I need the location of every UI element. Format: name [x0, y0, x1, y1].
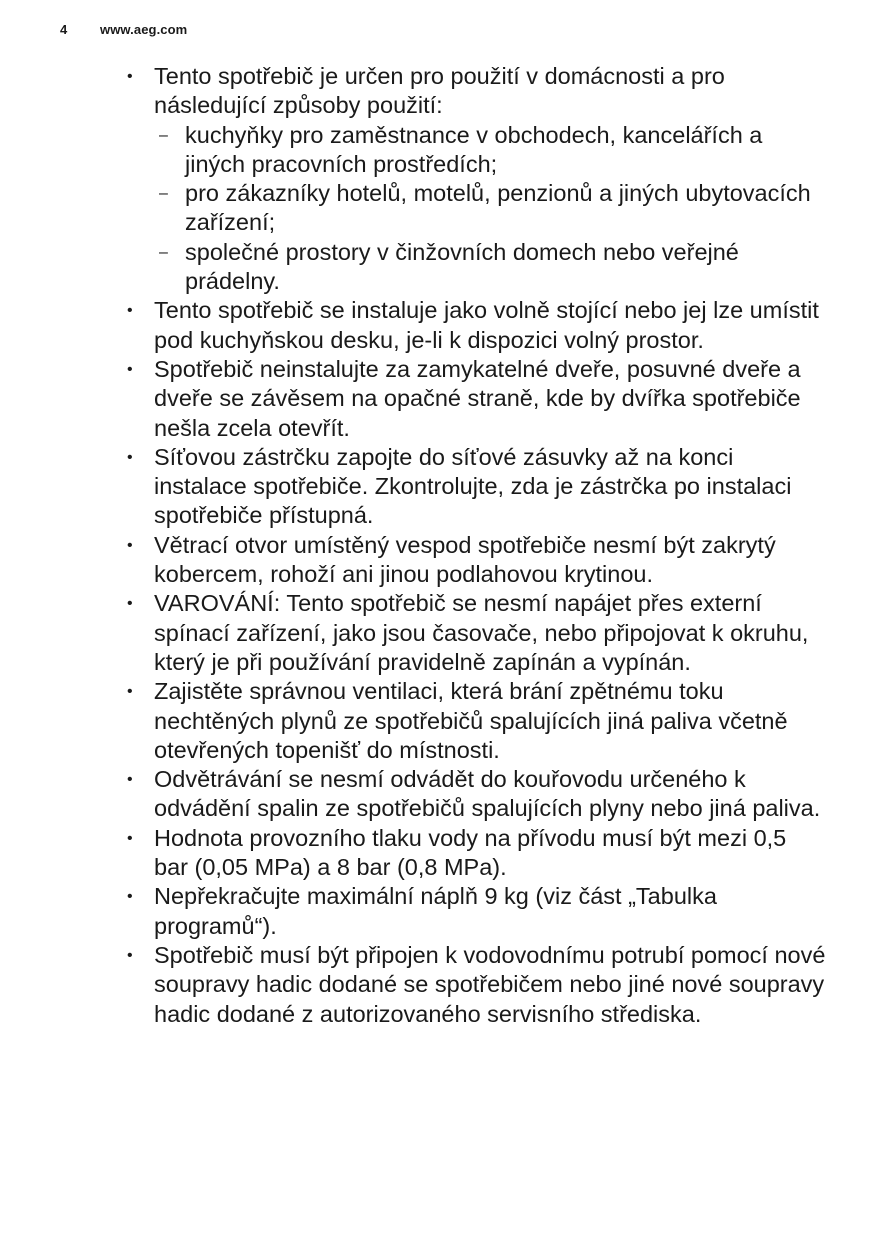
bullet-text: Nepřekračujte maximální náplň 9 kg (viz část „Tabulka programů“). [154, 883, 717, 939]
sub-item-text: společné prostory v činžovních domech nebo veřejné prádelny. [185, 238, 739, 295]
bullet-item [126, 677, 826, 765]
bullet-icon: • [127, 683, 133, 701]
dash-icon: – [159, 243, 168, 261]
page-header [60, 22, 187, 37]
sub-item [154, 121, 826, 180]
bullet-text: Větrací otvor umístěný vespod spotřebiče nesmí být zakrytý kobercem, rohoží ani jinou podlahovou krytinou. [154, 531, 776, 588]
bullet-icon: • [127, 595, 133, 613]
bullet-item [126, 296, 826, 355]
bullet-text: VAROVÁNÍ: Tento spotřebič se nesmí napájet přes externí spínací zařízení, jako jsou časovače, nebo připojovat k okruhu, který je při používání pravidelně zapínán a vypínán. [154, 590, 809, 675]
bullet-text: Spotřebič neinstalujte za zamykatelné dveře, posuvné dveře a dveře se závěsem na opačné straně, kde by dvířka spotřebiče nešla zcela otevřít. [154, 355, 801, 441]
bullet-text: Tento spotřebič je určen pro použití v domácnosti a pro následující způsoby použití: [154, 63, 725, 119]
bullet-icon: • [127, 888, 133, 906]
dash-icon: – [159, 185, 168, 203]
sub-item-text: kuchyňky pro zaměstnance v obchodech, kancelářích a jiných pracovních prostředích; [185, 121, 763, 177]
bullet-icon: • [127, 946, 133, 964]
site-url: www.aeg.com [100, 22, 188, 37]
bullet-item [126, 765, 826, 824]
bullet-text: Síťovou zástrčku zapojte do síťové zásuvky až na konci instalace spotřebiče. Zkontrolujte, zda je zástrčka po instalaci spotřebiče přístupná. [154, 443, 792, 529]
bullet-item [126, 443, 826, 531]
bullet-icon: • [127, 829, 133, 847]
bullet-text: Hodnota provozního tlaku vody na přívodu musí být mezi 0,5 bar (0,05 MPa) a 8 bar (0,8 MPa). [154, 824, 787, 881]
bullet-icon: • [127, 448, 133, 466]
sub-item [154, 179, 826, 238]
bullet-icon: • [127, 360, 133, 378]
bullet-text: Spotřebič musí být připojen k vodovodnímu potrubí pomocí nové soupravy hadic dodané se spotřebičem nebo jiné nové soupravy hadic dodané z autorizovaného servisního střediska. [154, 941, 826, 1027]
bullet-icon: • [127, 302, 133, 320]
bullet-item-warning [126, 589, 826, 677]
safety-instructions-list [126, 62, 826, 1029]
bullet-item [126, 62, 826, 296]
bullet-item [126, 355, 826, 443]
bullet-item [126, 531, 826, 590]
sub-item [154, 238, 826, 297]
sub-item-text: pro zákazníky hotelů, motelů, penzionů a jiných ubytovacích zařízení; [185, 180, 811, 236]
bullet-text: Tento spotřebič se instaluje jako volně stojící nebo jej lze umístit pod kuchyňskou desku, je-li k dispozici volný prostor. [154, 297, 819, 353]
bullet-item [126, 941, 826, 1029]
bullet-icon: • [127, 68, 133, 85]
bullet-icon: • [127, 771, 133, 789]
dash-icon: – [159, 126, 168, 144]
sub-list [154, 121, 826, 297]
bullet-text: Zajistěte správnou ventilaci, která brání zpětnému toku nechtěných plynů ze spotřebičů spalujících jiná paliva včetně otevřených topenišť do místnosti. [154, 678, 788, 763]
bullet-item [126, 882, 826, 941]
bullet-icon: • [127, 536, 133, 554]
bullet-text: Odvětrávání se nesmí odvádět do kouřovodu určeného k odvádění spalin ze spotřebičů spalujících plyny nebo jiná paliva. [154, 766, 821, 822]
bullet-item [126, 824, 826, 883]
page-number: 4 [60, 22, 68, 37]
